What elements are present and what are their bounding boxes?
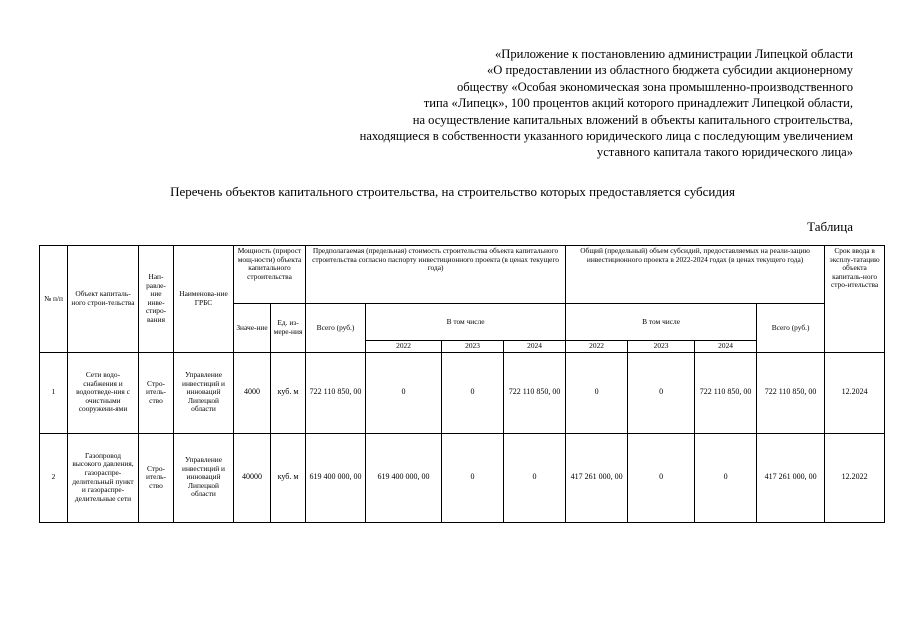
appendix-header [360, 46, 853, 161]
cell-subsidy-total: 722 110 850, 00 [757, 352, 825, 433]
header-direction: Нап-равле-ние инве-стиро-вания [139, 246, 174, 353]
header-cost-total: Всего (руб.) [306, 304, 366, 353]
cell-grbs: Управление инвестиций и инноваций Липецкой области [174, 352, 234, 433]
header-grbs: Наименова-ние ГРБС [174, 246, 234, 353]
cell-subsidy-2022: 0 [566, 352, 628, 433]
header-subsidy-incl: В том числе [566, 304, 757, 341]
cell-capacity-value: 4000 [234, 352, 271, 433]
appendix-line: на осуществление капитальных вложений в объекты капитального строительства, [412, 112, 853, 127]
cell-cost-2022: 0 [366, 352, 442, 433]
cell-direction: Стро-итель-ство [139, 433, 174, 522]
appendix-line: «Приложение к постановлению администрации Липецкой области [494, 47, 853, 61]
header-num: № п/п [40, 246, 68, 353]
header-deadline: Срок ввода в эксплу-татацию объекта капиталь-ного стро-ительства [825, 246, 885, 353]
cell-cost-total: 619 400 000, 00 [306, 433, 366, 522]
cell-subsidy-total: 417 261 000, 00 [757, 433, 825, 522]
cell-cost-2023: 0 [442, 433, 504, 522]
cell-cost-total: 722 110 850, 00 [306, 352, 366, 433]
cell-object: Сети водо-снабжения и водоотведе-ния с очистными сооружени-ями [68, 352, 139, 433]
header-capacity-unit: Ед. из-мере-ния [271, 304, 306, 353]
header-capacity: Мощность (прирост мощ-ности) объекта капитального строительства [234, 246, 306, 304]
document-title: Перечень объектов капитального строительства, на строительство которых предоставляется субсидия [170, 184, 735, 199]
cell-subsidy-2024: 0 [695, 433, 757, 522]
header-cost-incl: В том числе [366, 304, 566, 341]
appendix-line: типа «Липецк», 100 процентов акций которого принадлежит Липецкой области, [423, 96, 853, 111]
header-year: 2022 [366, 341, 442, 353]
table-label: Таблица [807, 219, 853, 234]
cell-subsidy-2022: 417 261 000, 00 [566, 433, 628, 522]
header-year: 2024 [504, 341, 566, 353]
header-year: 2024 [695, 341, 757, 353]
cell-cost-2024: 0 [504, 433, 566, 522]
cell-num: 1 [40, 352, 68, 433]
header-subsidy-total: Всего (руб.) [757, 304, 825, 353]
header-year: 2023 [628, 341, 695, 353]
cell-subsidy-2023: 0 [628, 433, 695, 522]
header-year: 2022 [566, 341, 628, 353]
cell-subsidy-2024: 722 110 850, 00 [695, 352, 757, 433]
cell-cost-2022: 619 400 000, 00 [366, 433, 442, 522]
cell-capacity-value: 40000 [234, 433, 271, 522]
header-object: Объект капиталь-ного строи-тельства [68, 246, 139, 353]
cell-deadline: 12.2024 [825, 352, 885, 433]
cell-cost-2023: 0 [442, 352, 504, 433]
appendix-line: обществу «Особая экономическая зона промышленно-производственного [456, 79, 853, 94]
header-subsidy: Общий (предельный) объем субсидий, предоставляемых на реали-зацию инвестиционного проекта в 2022-2024 годах (в ценах текущего года) [566, 246, 825, 304]
table-row [40, 433, 885, 522]
subsidy-table [39, 245, 885, 523]
cell-capacity-unit: куб. м [271, 433, 306, 522]
header-capacity-value: Значе-ние [234, 304, 271, 353]
header-cost: Предполагаемая (предельная) стоимость строительства объекта капитального строительства согласно паспорту инвестиционного проекта (в ценах текущего года) [306, 246, 566, 304]
cell-subsidy-2023: 0 [628, 352, 695, 433]
appendix-line: находящиеся в собственности указанного юридического лица с последующим увеличением [359, 129, 853, 144]
cell-deadline: 12.2022 [825, 433, 885, 522]
cell-capacity-unit: куб. м [271, 352, 306, 433]
cell-cost-2024: 722 110 850, 00 [504, 352, 566, 433]
cell-num: 2 [40, 433, 68, 522]
table-row [40, 352, 885, 433]
header-year: 2023 [442, 341, 504, 353]
cell-direction: Стро-итель-ство [139, 352, 174, 433]
appendix-line: «О предоставлении из областного бюджета субсидии акционерному [486, 63, 853, 78]
cell-object: Газопровод высокого давления, газораспре-делительный пункт и газораспре-делительные сети [68, 433, 139, 522]
cell-grbs: Управление инвестиций и инноваций Липецкой области [174, 433, 234, 522]
appendix-line: уставного капитала такого юридического лица» [596, 145, 853, 160]
